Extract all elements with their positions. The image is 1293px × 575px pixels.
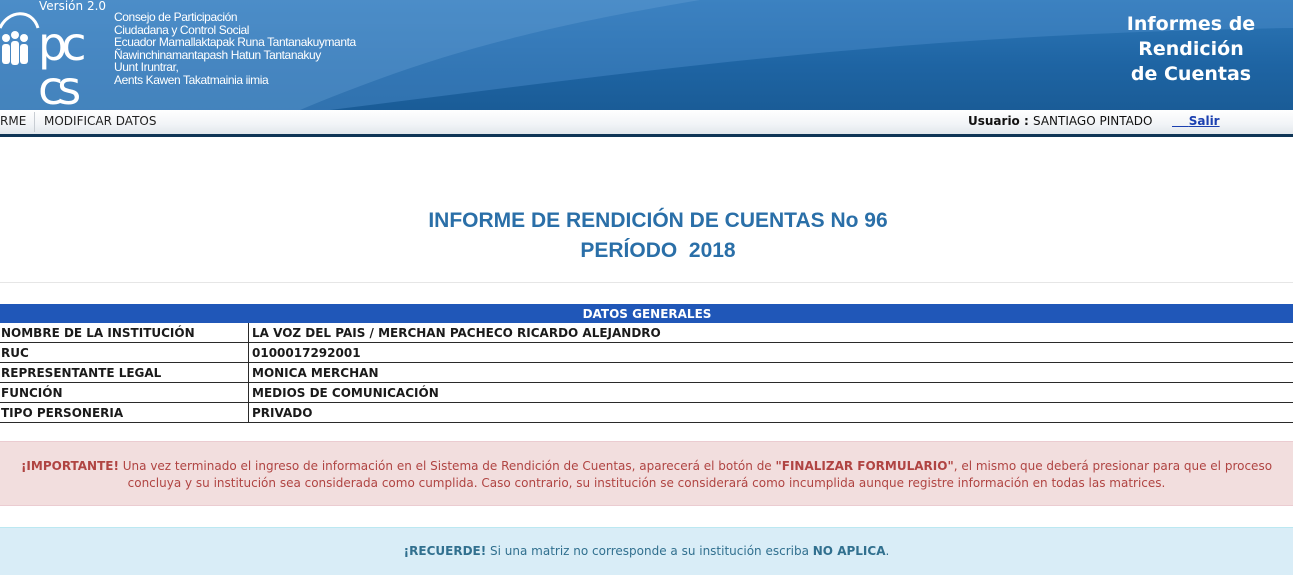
top-nav <box>0 110 1293 137</box>
divider <box>0 282 1293 283</box>
report-number: INFORME DE RENDICIÓN DE CUENTAS No 96 <box>428 209 888 232</box>
svg-text:pc: pc <box>38 17 81 71</box>
important-text: , el mismo que deberá presionar para que el proceso concluya y su institución sea considerada como cumplida. Caso contrario, su institución se considerará como incumplida aunque registre información en todas las matrices. <box>127 459 1273 490</box>
finalizar-formulario-reference: "FINALIZAR FORMULARIO" <box>775 459 954 473</box>
table-row <box>0 343 1293 363</box>
remember-text: Si una matriz no corresponde a su institución escriba <box>486 544 813 558</box>
app-title <box>1111 12 1271 87</box>
app-title-line: Informes de <box>1126 13 1256 35</box>
row-value: LA VOZ DEL PAIS / MERCHAN PACHECO RICARDO ALEJANDRO <box>249 323 1293 343</box>
row-label: REPRESENTANTE LEGAL <box>0 363 249 383</box>
table-row <box>0 363 1293 383</box>
row-value: PRIVADO <box>249 403 1293 423</box>
org-line: Ecuador Mamallaktapak Runa Tantanakuymanta <box>114 35 356 50</box>
nav-item-informe[interactable]: RME <box>0 114 27 128</box>
user-name: SANTIAGO PINTADO <box>1033 114 1153 128</box>
report-period: PERÍODO 2018 <box>580 239 736 262</box>
remember-label: ¡RECUERDE! <box>403 544 487 558</box>
row-label: TIPO PERSONERIA <box>0 403 249 423</box>
row-value: MONICA MERCHAN <box>249 363 1293 383</box>
important-message <box>0 458 1293 492</box>
logout-link[interactable] <box>1172 114 1220 128</box>
logout-label[interactable]: Salir <box>1188 114 1220 128</box>
important-label: ¡IMPORTANTE! <box>20 459 119 473</box>
general-data-table <box>0 304 1293 423</box>
cpccs-logo <box>0 8 110 108</box>
remember-end: . <box>885 544 890 558</box>
svg-text:cs: cs <box>38 61 76 108</box>
row-label: FUNCIÓN <box>0 383 249 403</box>
important-alert <box>0 441 1293 506</box>
app-title-line: Rendición <box>1138 38 1244 60</box>
row-value: 0100017292001 <box>249 343 1293 363</box>
org-line: Ciudadana y Control Social <box>114 22 250 37</box>
version-label: Versión 2.0 <box>39 0 107 13</box>
org-line: Consejo de Participación <box>114 10 238 24</box>
nav-item-modificar-datos[interactable]: MODIFICAR DATOS <box>44 114 157 128</box>
table-row <box>0 403 1293 423</box>
row-value: MEDIOS DE COMUNICACIÓN <box>249 383 1293 403</box>
table-row <box>0 383 1293 403</box>
org-line: Uunt Iruntrar, <box>114 60 179 75</box>
row-label: NOMBRE DE LA INSTITUCIÓN <box>0 323 249 343</box>
header-banner <box>0 0 1293 110</box>
nav-divider <box>34 112 35 132</box>
remember-alert <box>0 527 1293 575</box>
org-line: Ñawinchinamantapash Hatun Tantanakuy <box>114 47 321 62</box>
app-title-line: de Cuentas <box>1130 63 1252 85</box>
table-header: DATOS GENERALES <box>0 304 1293 323</box>
report-title <box>0 206 1293 266</box>
organization-name <box>114 11 356 87</box>
important-text: Una vez terminado el ingreso de información en el Sistema de Rendición de Cuentas, aparecerá el botón de <box>118 459 776 473</box>
row-label: RUC <box>0 343 249 363</box>
user-label: Usuario : <box>968 114 1029 128</box>
table-row <box>0 323 1293 343</box>
no-aplica-value: NO APLICA <box>812 544 886 558</box>
org-line: Aents Kawen Takatmainia iimia <box>114 72 269 87</box>
